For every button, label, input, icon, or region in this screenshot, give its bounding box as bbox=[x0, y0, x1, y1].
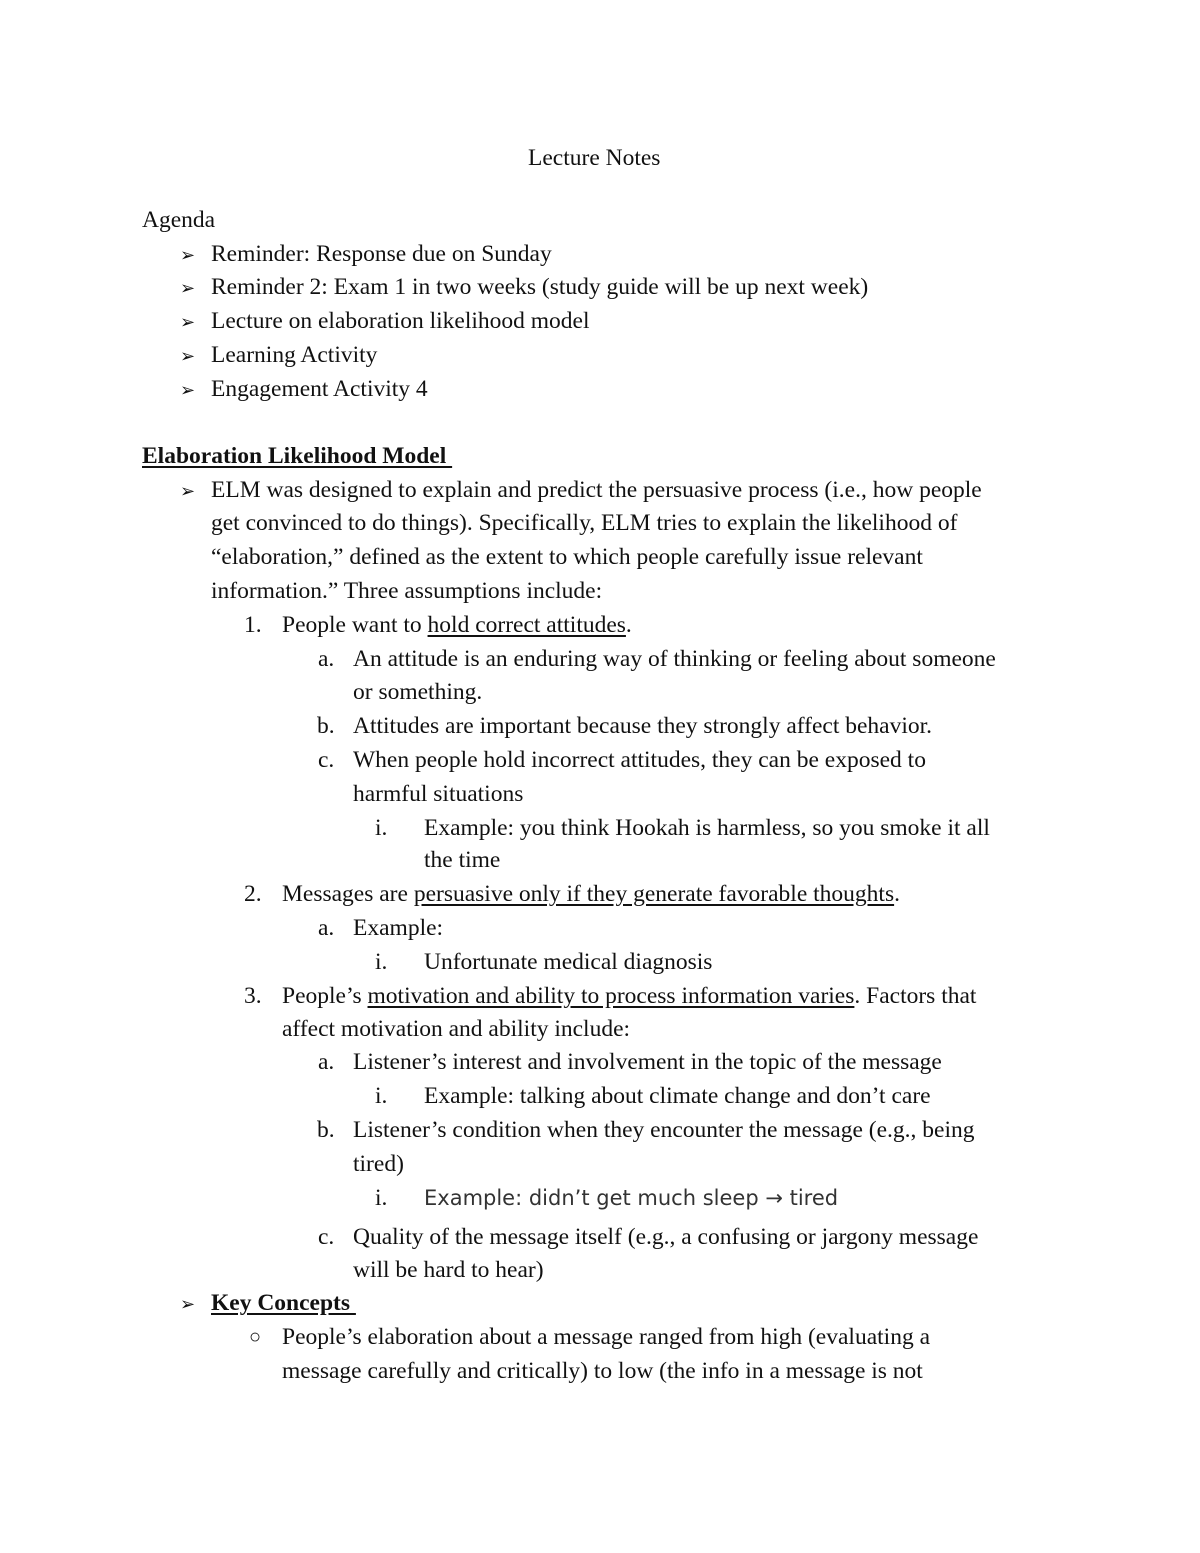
page-title: Lecture Notes bbox=[528, 145, 661, 171]
assumption-2 bbox=[282, 879, 900, 909]
agenda-item: Learning Activity bbox=[211, 342, 378, 368]
key-concepts-heading: Key Concepts bbox=[211, 1290, 356, 1316]
list-letter: a. bbox=[318, 646, 335, 672]
list-roman: i. bbox=[375, 1185, 388, 1211]
arrow-bullet-icon: ➢ bbox=[180, 245, 196, 265]
list-item-line: will be hard to hear) bbox=[353, 1257, 544, 1283]
list-letter: a. bbox=[318, 915, 335, 941]
section-heading-elm: Elaboration Likelihood Model bbox=[142, 443, 453, 469]
list-item-line: Example: bbox=[353, 915, 444, 941]
arrow-bullet-icon: ➢ bbox=[180, 278, 196, 298]
underlined-phrase: persuasive only if they generate favorable thoughts bbox=[413, 881, 895, 907]
list-letter: b. bbox=[317, 713, 335, 739]
list-item-line: harmful situations bbox=[353, 781, 524, 807]
paragraph-line: get convinced to do things). Specifically, ELM tries to explain the likelihood of bbox=[211, 510, 958, 536]
list-item-line: Listener’s interest and involvement in the topic of the message bbox=[353, 1049, 942, 1075]
list-item-line: Example: didn’t get much sleep → tired bbox=[424, 1186, 839, 1210]
underlined-phrase: hold correct attitudes bbox=[427, 612, 626, 638]
list-item-line: People’s elaboration about a message ranged from high (evaluating a bbox=[282, 1324, 930, 1350]
arrow-bullet-icon: ➢ bbox=[180, 481, 196, 501]
list-item-line: Unfortunate medical diagnosis bbox=[424, 949, 713, 975]
text: . Factors that bbox=[854, 983, 977, 1009]
list-item-line: An attitude is an enduring way of thinking or feeling about someone bbox=[353, 646, 996, 672]
list-item-line: message carefully and critically) to low (the info in a message is not bbox=[282, 1358, 923, 1384]
paragraph-line: “elaboration,” defined as the extent to which people carefully issue relevant bbox=[211, 544, 923, 570]
underlined-phrase: motivation and ability to process information varies bbox=[367, 983, 855, 1009]
text: People want to bbox=[282, 612, 428, 638]
list-item-line: tired) bbox=[353, 1151, 404, 1177]
text: People’s bbox=[282, 983, 368, 1009]
list-item-line: When people hold incorrect attitudes, they can be exposed to bbox=[353, 747, 926, 773]
list-item-line: Example: you think Hookah is harmless, so you smoke it all bbox=[424, 815, 990, 841]
agenda-item: Reminder 2: Exam 1 in two weeks (study guide will be up next week) bbox=[211, 274, 869, 300]
list-number: 2. bbox=[244, 881, 262, 907]
text: . bbox=[894, 881, 900, 907]
list-number: 3. bbox=[244, 983, 262, 1009]
agenda-item: Reminder: Response due on Sunday bbox=[211, 241, 552, 267]
assumption-3 bbox=[282, 981, 976, 1011]
arrow-bullet-icon: ➢ bbox=[180, 346, 196, 366]
arrow-bullet-icon: ➢ bbox=[180, 1294, 196, 1314]
list-item-line: the time bbox=[424, 847, 501, 873]
list-roman: i. bbox=[375, 1083, 388, 1109]
list-item-line: Quality of the message itself (e.g., a confusing or jargony message bbox=[353, 1224, 979, 1250]
text: . bbox=[625, 612, 632, 638]
list-letter: c. bbox=[318, 747, 335, 773]
list-letter: a. bbox=[318, 1049, 335, 1075]
list-roman: i. bbox=[375, 949, 388, 975]
paragraph-line: information.” Three assumptions include: bbox=[211, 578, 603, 604]
list-letter: c. bbox=[318, 1224, 335, 1250]
list-item-line: Example: talking about climate change and don’t care bbox=[424, 1083, 931, 1109]
list-item-line: affect motivation and ability include: bbox=[282, 1016, 631, 1042]
arrow-bullet-icon: ➢ bbox=[180, 380, 196, 400]
list-item-line: Attitudes are important because they strongly affect behavior. bbox=[353, 713, 933, 739]
arrow-bullet-icon: ➢ bbox=[180, 312, 196, 332]
text: Messages are bbox=[282, 881, 414, 907]
agenda-item: Engagement Activity 4 bbox=[211, 376, 428, 402]
agenda-heading: Agenda bbox=[142, 207, 216, 233]
list-item-line: or something. bbox=[353, 679, 483, 705]
list-letter: b. bbox=[317, 1117, 335, 1143]
list-item-line: Listener’s condition when they encounter the message (e.g., being bbox=[353, 1117, 975, 1143]
list-number: 1. bbox=[244, 612, 262, 638]
circle-bullet-icon: ○ bbox=[249, 1326, 262, 1348]
agenda-item: Lecture on elaboration likelihood model bbox=[211, 308, 590, 334]
paragraph-line: ELM was designed to explain and predict the persuasive process (i.e., how people bbox=[211, 477, 982, 503]
assumption-1 bbox=[282, 610, 632, 640]
list-roman: i. bbox=[375, 815, 388, 841]
